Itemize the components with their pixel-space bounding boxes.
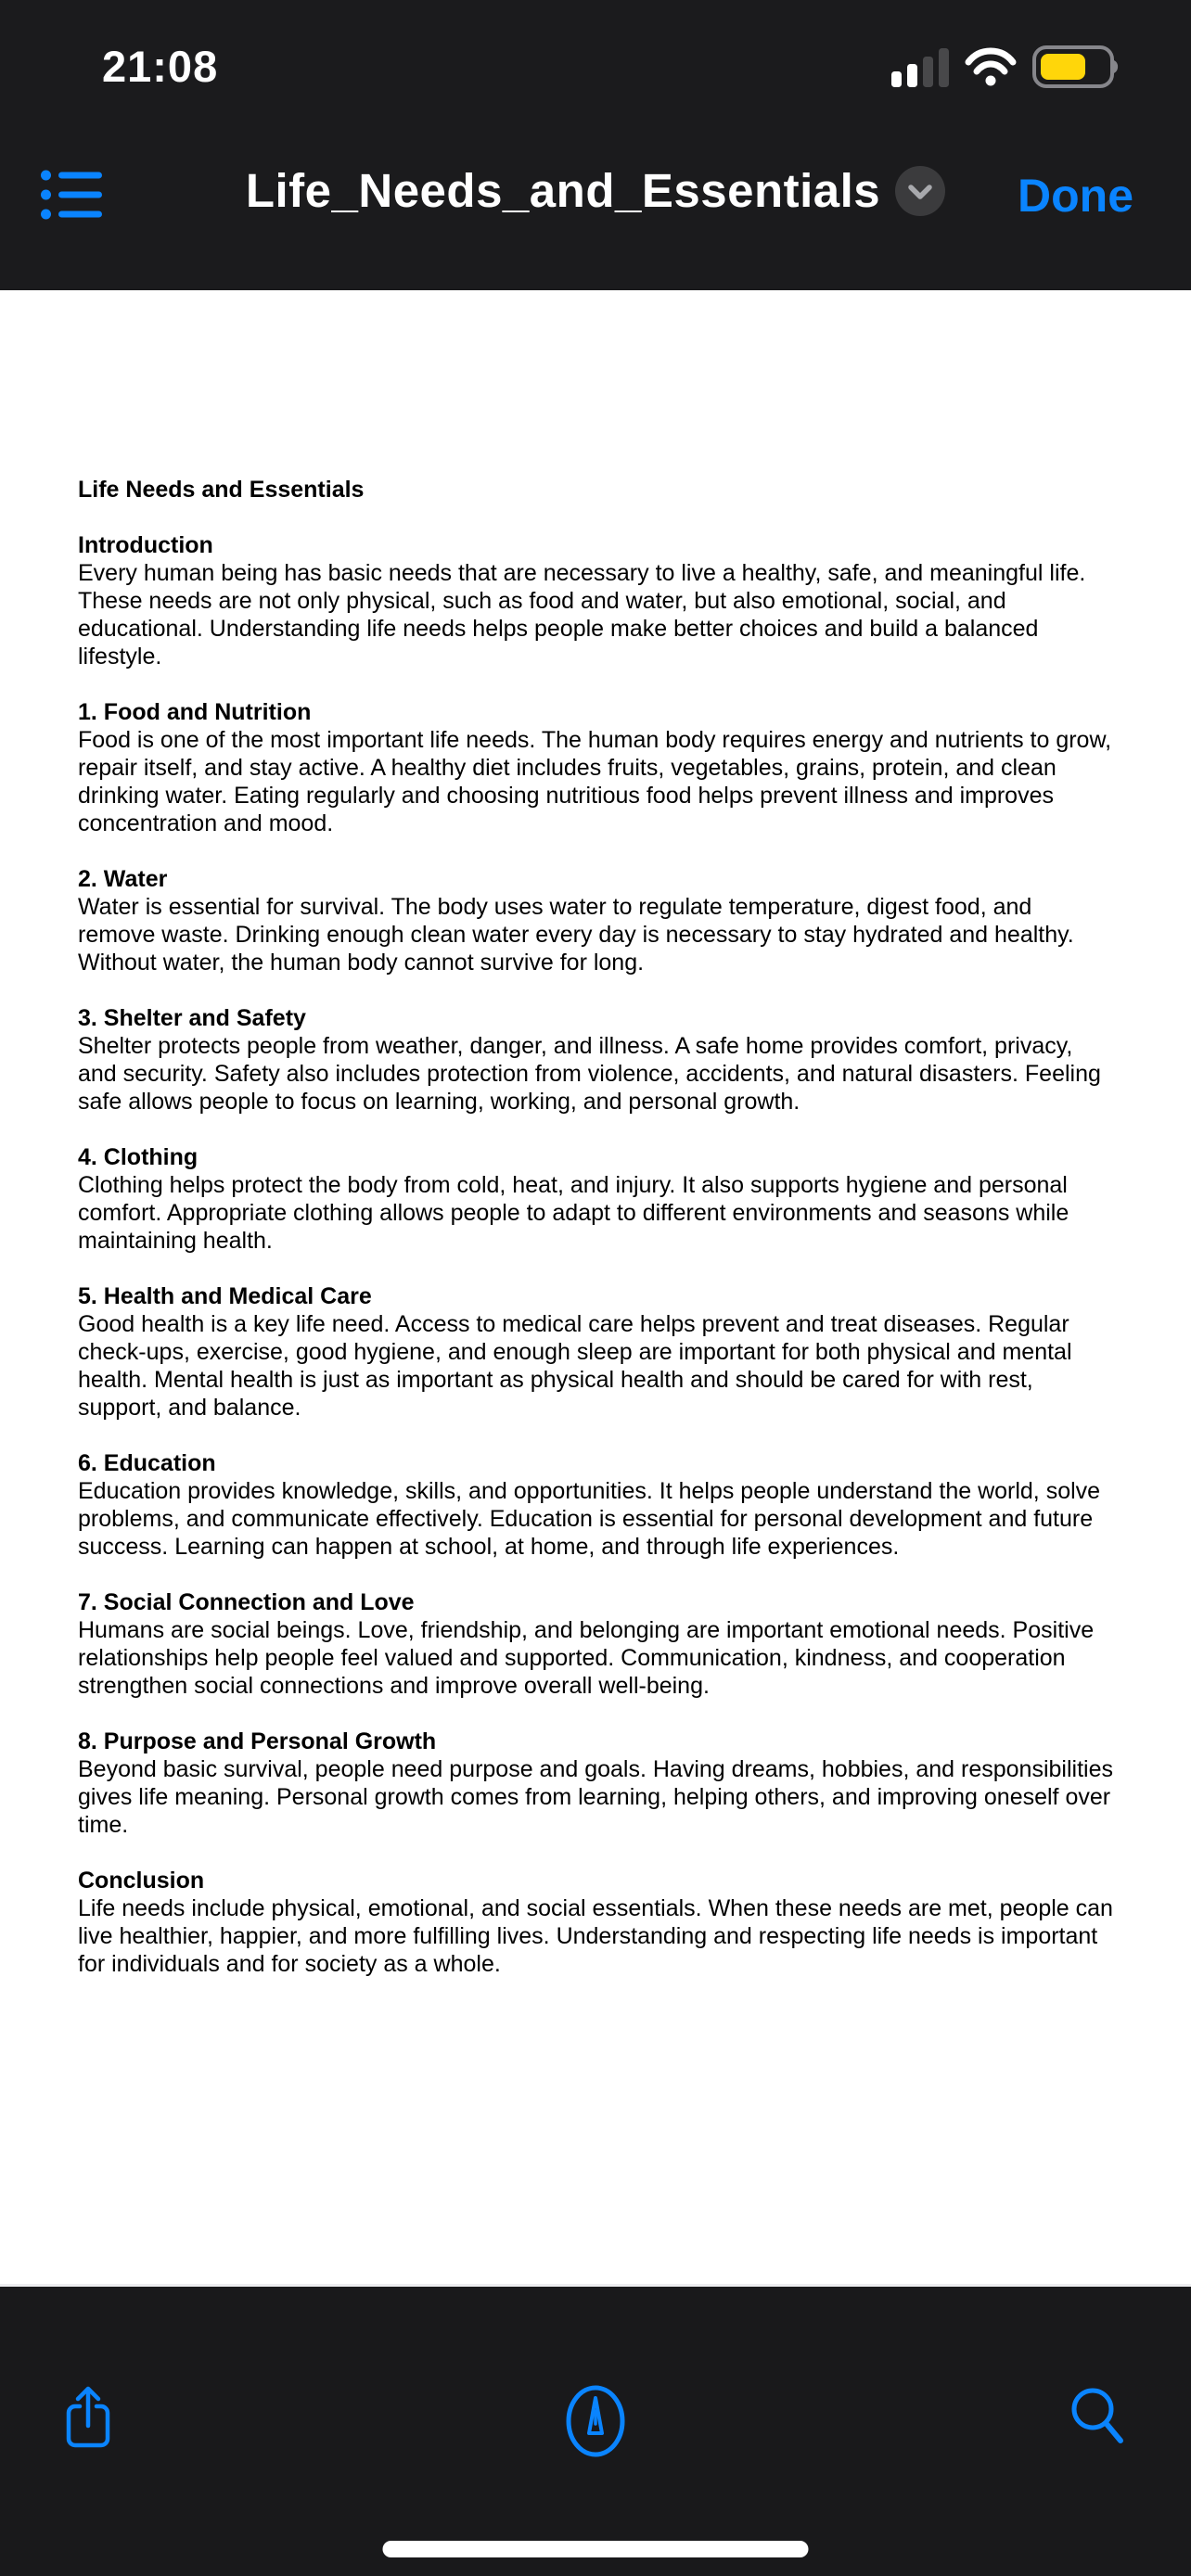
section-heading: Conclusion bbox=[78, 1868, 205, 1894]
section-body: Water is essential for survival. The body uses water to regulate temperature, digest food, and remove waste. Drinking enough clean water every day is necessary to stay hydrated and healthy. Without water, the human body cannot survive for long. bbox=[78, 894, 1074, 976]
document-section bbox=[78, 1728, 1113, 1839]
section-body: Shelter protects people from weather, danger, and illness. A safe home provides comfort, privacy, and security. Safety also includes protection from violence, accidents, and natural disasters. Feeling safe allows people to focus on learning, working, and personal growth. bbox=[78, 1033, 1101, 1115]
document-section bbox=[78, 531, 1113, 670]
share-button[interactable] bbox=[61, 2383, 115, 2452]
document-section bbox=[78, 1588, 1113, 1700]
document-section bbox=[78, 865, 1113, 976]
document-sections bbox=[78, 531, 1113, 1978]
bottom-toolbar bbox=[0, 2287, 1191, 2576]
document-title: Life Needs and Essentials bbox=[78, 477, 365, 503]
section-body: Every human being has basic needs that are necessary to live a healthy, safe, and meaningful life. These needs are not only physical, such as food and water, but also emotional, social, and educational. Understanding life needs helps people make better choices and build a balanced lifestyle. bbox=[78, 560, 1086, 670]
section-body: Beyond basic survival, people need purpose and goals. Having dreams, hobbies, and responsibilities gives life meaning. Personal growth comes from learning, helping others, and improving oneself over time. bbox=[78, 1756, 1113, 1838]
cellular-signal-icon bbox=[891, 46, 949, 87]
document-title-menu[interactable] bbox=[0, 163, 1191, 218]
search-button[interactable] bbox=[1067, 2383, 1128, 2450]
markup-icon bbox=[563, 2383, 628, 2459]
document-section bbox=[78, 1867, 1113, 1978]
document-section bbox=[78, 1004, 1113, 1116]
done-button[interactable]: Done bbox=[1018, 170, 1133, 222]
section-heading: Introduction bbox=[78, 532, 213, 558]
section-body: Clothing helps protect the body from cold, heat, and injury. It also supports hygiene and personal comfort. Appropriate clothing allows people to adapt to different environments and seasons while maintaining health. bbox=[78, 1172, 1069, 1254]
status-time: 21:08 bbox=[102, 42, 219, 91]
share-icon bbox=[61, 2383, 115, 2452]
markup-button[interactable] bbox=[563, 2383, 628, 2459]
section-body: Life needs include physical, emotional, and social essentials. When these needs are met, people can live healthier, happier, and more fulfilling lives. Understanding and respecting life needs is important for individuals and for society as a whole. bbox=[78, 1895, 1113, 1977]
document-scroll-area[interactable] bbox=[0, 290, 1191, 2284]
section-body: Food is one of the most important life needs. The human body requires energy and nutrients to grow, repair itself, and stay active. A healthy diet includes fruits, vegetables, grains, protein, and clean drinking water. Eating regularly and choosing nutritious food helps prevent illness and improves concentration and mood. bbox=[78, 727, 1112, 836]
wifi-icon bbox=[964, 46, 1018, 87]
battery-icon bbox=[1032, 45, 1120, 89]
section-heading: 1. Food and Nutrition bbox=[78, 699, 312, 725]
section-body: Humans are social beings. Love, friendship, and belonging are important emotional needs. Positive relationships help people feel valued and supported. Communication, kindness, and cooperation strengthen social connections and improve overall well-being. bbox=[78, 1617, 1095, 1699]
chevron-down-icon[interactable] bbox=[895, 166, 945, 216]
section-body: Good health is a key life need. Access to medical care helps prevent and treat diseases. Regular check-ups, exercise, good hygiene, and enough sleep are important for both physical and mental health. Mental health is just as important as physical health and should be cared for with rest, support, and balance. bbox=[78, 1311, 1072, 1421]
section-heading: 6. Education bbox=[78, 1450, 216, 1476]
document-section bbox=[78, 698, 1113, 837]
section-heading: 5. Health and Medical Care bbox=[78, 1283, 372, 1309]
section-heading: 4. Clothing bbox=[78, 1144, 198, 1170]
section-heading: 3. Shelter and Safety bbox=[78, 1005, 306, 1031]
document-section bbox=[78, 1282, 1113, 1422]
status-icons bbox=[891, 43, 1120, 91]
top-chrome bbox=[0, 0, 1191, 290]
section-heading: 7. Social Connection and Love bbox=[78, 1589, 415, 1615]
section-body: Education provides knowledge, skills, and opportunities. It helps people understand the world, solve problems, and communicate effectively. Education is essential for personal development and future success. Learning can happen at school, at home, and through life experiences. bbox=[78, 1478, 1101, 1560]
document-section bbox=[78, 1143, 1113, 1255]
search-icon bbox=[1067, 2383, 1128, 2450]
nav-title: Life_Needs_and_Essentials bbox=[245, 164, 881, 217]
section-heading: 8. Purpose and Personal Growth bbox=[78, 1728, 437, 1754]
home-indicator[interactable] bbox=[383, 2541, 809, 2557]
document-section bbox=[78, 1449, 1113, 1561]
section-heading: 2. Water bbox=[78, 866, 168, 892]
